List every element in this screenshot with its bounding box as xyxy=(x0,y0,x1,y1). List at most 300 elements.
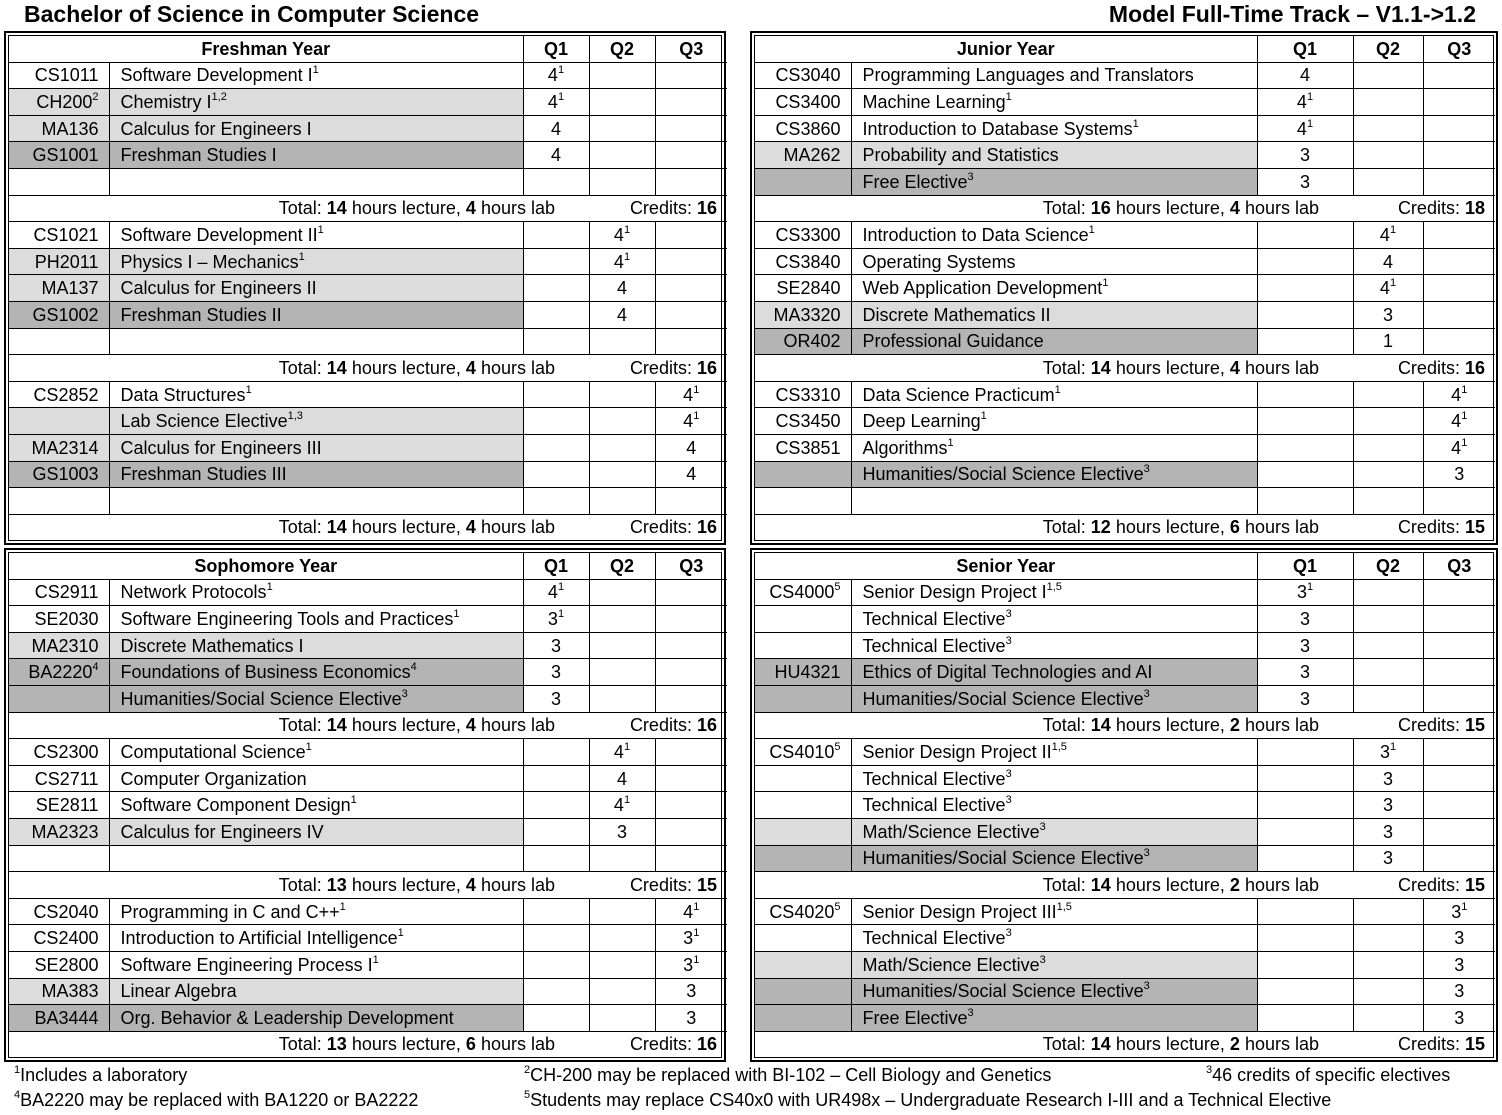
course-name-text: Math/Science Elective xyxy=(862,821,1040,842)
credits-q3 xyxy=(1423,248,1495,275)
course-name-text: Software Engineering Process I xyxy=(120,954,373,975)
course-name-text: Freshman Studies I xyxy=(120,145,277,166)
credit-value: 4 xyxy=(547,65,558,86)
sophomore-year-block xyxy=(4,548,726,1062)
credits-q2 xyxy=(1353,461,1423,488)
credits-q3 xyxy=(1423,275,1495,302)
course-name xyxy=(851,606,1257,633)
course-row xyxy=(9,222,727,249)
credits-q3 xyxy=(1423,898,1495,925)
total-label: Total: xyxy=(1042,715,1086,736)
quarter-header-q2: Q2 xyxy=(1353,553,1423,579)
course-code xyxy=(9,845,109,872)
credits-q2 xyxy=(1353,978,1423,1005)
term-total-hours xyxy=(755,712,1353,739)
course-name xyxy=(851,222,1257,249)
credits-q2 xyxy=(1353,606,1423,633)
course-row xyxy=(755,739,1495,766)
credit-value: 3 xyxy=(1300,688,1311,709)
course-name-footnote: 3 xyxy=(1005,927,1012,940)
course-name xyxy=(109,1005,523,1032)
course-code-footnote: 4 xyxy=(92,661,99,674)
lecture-hours: 14 xyxy=(326,198,347,219)
course-code xyxy=(755,925,851,952)
course-name-footnote: 1 xyxy=(453,607,460,620)
course-name-text: Programming Languages and Translators xyxy=(862,65,1194,86)
quarter-header-q2: Q2 xyxy=(589,553,655,579)
course-code xyxy=(9,328,109,355)
credits-q3 xyxy=(655,739,727,766)
credits-q1 xyxy=(523,951,589,978)
credits-q1 xyxy=(523,89,589,116)
junior-year-table xyxy=(755,36,1495,540)
lab-label: hours lab xyxy=(480,874,555,895)
course-code-text: GS1003 xyxy=(32,464,99,485)
course-name-footnote: 1 xyxy=(947,436,954,449)
course-name xyxy=(109,408,523,435)
credit-value: 4 xyxy=(1451,384,1462,405)
course-name xyxy=(109,62,523,89)
course-name-footnote: 3 xyxy=(1005,767,1012,780)
credits-q3 xyxy=(655,1005,727,1032)
credit-value: 3 xyxy=(1300,608,1311,629)
credits-q2 xyxy=(1353,898,1423,925)
course-code xyxy=(9,248,109,275)
course-code xyxy=(755,248,851,275)
course-code-text: MA137 xyxy=(41,278,99,299)
year-title: Junior Year xyxy=(755,36,1257,62)
lab-label: hours lab xyxy=(480,357,555,378)
credits-q2 xyxy=(1353,845,1423,872)
credits-q2 xyxy=(1353,168,1423,195)
course-name xyxy=(109,301,523,328)
course-code xyxy=(755,301,851,328)
credits-q3 xyxy=(655,434,727,461)
course-code-text: CS3860 xyxy=(775,118,841,139)
term-total-row xyxy=(9,712,727,739)
credits-q1 xyxy=(1257,659,1353,686)
term-total-credits xyxy=(1353,514,1495,540)
credits-total: 15 xyxy=(1464,517,1485,538)
course-name xyxy=(851,898,1257,925)
credit-value: 4 xyxy=(1382,251,1393,272)
credits-q2 xyxy=(589,898,655,925)
course-code xyxy=(9,115,109,142)
course-name-text: Discrete Mathematics I xyxy=(120,635,304,656)
term-total-credits xyxy=(589,712,727,739)
term-total-credits xyxy=(1353,1031,1495,1057)
course-row xyxy=(9,488,727,515)
credit-footnote: 1 xyxy=(1461,900,1468,913)
credits-total: 18 xyxy=(1464,198,1485,219)
course-code-text: MA2310 xyxy=(31,635,99,656)
total-label: Total: xyxy=(1042,517,1086,538)
credits-q3 xyxy=(655,62,727,89)
course-name-text: Foundations of Business Economics xyxy=(120,662,411,683)
lab-label: hours lab xyxy=(480,198,555,219)
credit-value: 3 xyxy=(1379,741,1390,762)
freshman-year-block xyxy=(4,31,726,545)
term-total-credits xyxy=(1353,355,1495,382)
credits-label: Credits: xyxy=(629,517,692,538)
credits-q2 xyxy=(1353,142,1423,169)
course-name xyxy=(109,434,523,461)
lab-hours: 2 xyxy=(1229,1034,1240,1055)
course-code-text: SE2800 xyxy=(34,954,99,975)
course-name-text: Network Protocols xyxy=(120,582,267,603)
lecture-hours: 13 xyxy=(326,874,347,895)
course-row xyxy=(755,606,1495,633)
total-label: Total: xyxy=(278,874,322,895)
course-code-footnote: 5 xyxy=(834,900,841,913)
credits-q3 xyxy=(1423,632,1495,659)
credit-value: 4 xyxy=(613,224,624,245)
credit-value: 3 xyxy=(1382,304,1393,325)
course-code-footnote: 5 xyxy=(834,581,841,594)
course-row xyxy=(755,1005,1495,1032)
credits-q1 xyxy=(523,62,589,89)
course-name xyxy=(851,579,1257,606)
course-name xyxy=(109,818,523,845)
lab-hours: 4 xyxy=(465,198,476,219)
credit-value: 3 xyxy=(1383,821,1394,842)
term-total-hours xyxy=(755,1031,1353,1057)
term-total-row xyxy=(9,355,727,382)
sophomore-year-table xyxy=(9,553,727,1057)
course-name-text: Freshman Studies II xyxy=(120,304,282,325)
course-name xyxy=(109,978,523,1005)
course-code-text: SE2840 xyxy=(776,278,841,299)
lecture-hours: 14 xyxy=(326,357,347,378)
quarter-header-q3: Q3 xyxy=(1423,553,1495,579)
credit-value: 3 xyxy=(683,928,694,949)
credits-q1 xyxy=(1257,739,1353,766)
lecture-label: hours lecture, xyxy=(1115,357,1225,378)
course-row xyxy=(9,685,727,712)
credits-q1 xyxy=(523,818,589,845)
year-title: Freshman Year xyxy=(9,36,523,62)
credits-q1 xyxy=(523,142,589,169)
track-title: Model Full-Time Track – V1.1->1.2 xyxy=(1108,1,1476,27)
credits-q3 xyxy=(1423,434,1495,461)
course-name-text: Computer Organization xyxy=(120,768,307,789)
course-name-footnote: 3 xyxy=(1143,847,1150,860)
lab-label: hours lab xyxy=(480,517,555,538)
course-name xyxy=(109,248,523,275)
course-code-text: SE2811 xyxy=(35,795,99,816)
term-total-row xyxy=(755,1031,1495,1057)
course-name xyxy=(851,168,1257,195)
credit-footnote: 1 xyxy=(623,223,631,236)
credit-footnote: 1 xyxy=(693,927,700,940)
course-code-text: CS4010 xyxy=(769,741,835,762)
course-name-footnote: 3 xyxy=(1005,794,1012,807)
credit-value: 4 xyxy=(613,795,624,816)
footnote-4: $^4$BA2220 may be replaced with BA1220 or BA2222 xyxy=(14,1089,419,1110)
credits-q1 xyxy=(1257,408,1353,435)
credit-value: 3 xyxy=(616,821,627,842)
course-name-text: Ethics of Digital Technologies and AI xyxy=(862,662,1153,683)
course-row xyxy=(755,222,1495,249)
course-code xyxy=(755,461,851,488)
course-name-footnote: 3 xyxy=(967,1006,974,1019)
course-code-text: MA136 xyxy=(41,118,99,139)
quarter-header-q1: Q1 xyxy=(523,36,589,62)
course-code xyxy=(755,62,851,89)
course-code xyxy=(9,659,109,686)
lecture-hours: 14 xyxy=(326,517,347,538)
program-title: Bachelor of Science in Computer Science xyxy=(24,1,480,27)
credits-q2 xyxy=(589,606,655,633)
credits-q3 xyxy=(1423,301,1495,328)
credit-value: 3 xyxy=(1454,928,1465,949)
credits-q3 xyxy=(655,381,727,408)
course-code xyxy=(9,579,109,606)
lab-label: hours lab xyxy=(1244,357,1319,378)
course-name xyxy=(851,381,1257,408)
credits-q2 xyxy=(589,248,655,275)
credits-q3 xyxy=(655,222,727,249)
credits-q1 xyxy=(1257,89,1353,116)
credits-q2 xyxy=(1353,248,1423,275)
course-row xyxy=(9,142,727,169)
credits-q3 xyxy=(1423,328,1495,355)
credits-q1 xyxy=(1257,1005,1353,1032)
credits-q2 xyxy=(1353,222,1423,249)
credits-q1 xyxy=(523,328,589,355)
credit-value: 3 xyxy=(550,662,561,683)
term-total-credits xyxy=(1353,872,1495,899)
credit-value: 4 xyxy=(683,901,694,922)
course-row xyxy=(755,301,1495,328)
credits-q3 xyxy=(655,951,727,978)
course-code-text: MA262 xyxy=(783,145,841,166)
course-name-text: Senior Design Project I xyxy=(862,582,1047,603)
course-row xyxy=(9,115,727,142)
credit-value: 4 xyxy=(547,91,558,112)
course-name-footnote: 1 xyxy=(339,900,346,913)
course-row xyxy=(755,461,1495,488)
course-row xyxy=(755,434,1495,461)
lecture-label: hours lecture, xyxy=(1115,874,1225,895)
credits-q2 xyxy=(589,381,655,408)
lab-hours: 4 xyxy=(465,517,476,538)
credits-total: 15 xyxy=(696,874,717,895)
credits-q3 xyxy=(1423,818,1495,845)
course-name xyxy=(851,818,1257,845)
course-name xyxy=(851,248,1257,275)
course-row xyxy=(755,659,1495,686)
total-label: Total: xyxy=(1042,198,1086,219)
course-code-text: CS3310 xyxy=(775,384,841,405)
credit-footnote: 1 xyxy=(693,383,700,396)
credits-q1 xyxy=(523,739,589,766)
credits-q1 xyxy=(523,168,589,195)
term-total-row xyxy=(755,195,1495,222)
course-name-text: Introduction to Database Systems xyxy=(862,118,1133,139)
term-total-credits xyxy=(1353,195,1495,222)
course-row xyxy=(9,898,727,925)
course-code xyxy=(755,275,851,302)
course-name-text: Programming in C and C++ xyxy=(120,901,340,922)
credit-value: 3 xyxy=(1451,901,1462,922)
credit-value: 4 xyxy=(686,437,697,458)
course-name-text: Technical Elective xyxy=(862,608,1006,629)
credit-footnote: 1 xyxy=(1389,740,1397,753)
course-name xyxy=(851,632,1257,659)
course-name xyxy=(851,142,1257,169)
credits-q3 xyxy=(655,765,727,792)
credits-q2 xyxy=(589,685,655,712)
credit-value: 4 xyxy=(550,118,561,139)
quarter-header-q3: Q3 xyxy=(655,36,727,62)
term-total-hours xyxy=(9,195,589,222)
course-name-footnote: 3 xyxy=(1005,607,1012,620)
course-name-footnote: 1 xyxy=(372,953,379,966)
credits-q2 xyxy=(589,461,655,488)
course-name-footnote: 3 xyxy=(1005,634,1012,647)
course-name-footnote: 1 xyxy=(317,223,324,236)
credits-q1 xyxy=(523,248,589,275)
course-row xyxy=(755,381,1495,408)
course-code xyxy=(755,488,851,515)
course-name xyxy=(109,685,523,712)
credits-q3 xyxy=(1423,606,1495,633)
credit-value: 3 xyxy=(683,954,694,975)
credits-q3 xyxy=(1423,1005,1495,1032)
course-name xyxy=(851,488,1257,515)
credits-q1 xyxy=(1257,301,1353,328)
course-code xyxy=(9,62,109,89)
credits-q1 xyxy=(523,978,589,1005)
credits-q3 xyxy=(1423,222,1495,249)
course-name xyxy=(109,222,523,249)
course-row xyxy=(755,765,1495,792)
credit-value: 4 xyxy=(1379,224,1390,245)
credits-q3 xyxy=(655,115,727,142)
lecture-label: hours lecture, xyxy=(351,357,461,378)
credits-q2 xyxy=(589,579,655,606)
course-row xyxy=(9,89,727,116)
course-name-text: Free Elective xyxy=(862,171,968,192)
course-code-text: BA2220 xyxy=(28,662,93,683)
credits-q2 xyxy=(1353,62,1423,89)
credits-q1 xyxy=(1257,461,1353,488)
credits-q2 xyxy=(1353,381,1423,408)
course-name xyxy=(851,792,1257,819)
course-name xyxy=(109,275,523,302)
credits-q3 xyxy=(1423,845,1495,872)
credits-label: Credits: xyxy=(1397,357,1460,378)
course-name-footnote: 1 xyxy=(1054,383,1061,396)
course-code xyxy=(9,978,109,1005)
course-code-text: GS1002 xyxy=(32,304,99,325)
credit-value: 3 xyxy=(1299,171,1310,192)
credit-value: 4 xyxy=(1451,437,1462,458)
course-row xyxy=(9,606,727,633)
course-code-text: CS2300 xyxy=(33,741,99,762)
footnote-3: $^3$46 credits of specific electives xyxy=(1206,1064,1451,1085)
lecture-hours: 12 xyxy=(1090,517,1111,538)
course-row xyxy=(755,792,1495,819)
lecture-hours: 14 xyxy=(1090,874,1111,895)
credits-q3 xyxy=(1423,792,1495,819)
credit-footnote: 1 xyxy=(557,581,565,594)
term-total-row xyxy=(755,712,1495,739)
credits-q3 xyxy=(655,275,727,302)
course-name xyxy=(109,115,523,142)
term-total-hours xyxy=(9,1031,589,1057)
course-code xyxy=(9,951,109,978)
course-code xyxy=(9,381,109,408)
course-code-text: CH200 xyxy=(36,91,93,112)
total-label: Total: xyxy=(278,517,322,538)
course-code xyxy=(9,1005,109,1032)
credit-footnote: 1 xyxy=(557,90,565,103)
lab-hours: 4 xyxy=(465,715,476,736)
total-label: Total: xyxy=(278,1034,322,1055)
course-name-text: Humanities/Social Science Elective xyxy=(120,688,402,709)
credits-q1 xyxy=(1257,685,1353,712)
credits-total: 15 xyxy=(1464,874,1486,895)
course-row xyxy=(9,301,727,328)
lab-label: hours lab xyxy=(1244,1034,1320,1055)
credits-q1 xyxy=(1257,606,1353,633)
course-name xyxy=(109,845,523,872)
course-name-footnote: 1 xyxy=(397,927,404,940)
course-row xyxy=(755,925,1495,952)
course-name-footnote: 3 xyxy=(1039,820,1046,833)
credits-q1 xyxy=(523,925,589,952)
course-name xyxy=(109,632,523,659)
year-header-row xyxy=(755,553,1495,579)
credit-footnote: 1 xyxy=(557,607,565,620)
course-row xyxy=(755,328,1495,355)
course-code-text: CS2852 xyxy=(33,384,99,405)
credits-q1 xyxy=(523,606,589,633)
course-code xyxy=(9,222,109,249)
credits-q2 xyxy=(589,765,655,792)
course-code-text: CS4020 xyxy=(769,901,835,922)
credits-label: Credits: xyxy=(1397,198,1460,219)
course-code xyxy=(9,818,109,845)
credits-q2 xyxy=(1353,632,1423,659)
course-name xyxy=(851,461,1257,488)
junior-year-block xyxy=(750,31,1498,545)
credits-q1 xyxy=(1257,142,1353,169)
course-row xyxy=(755,978,1495,1005)
course-name-footnote: 1 xyxy=(1005,90,1012,103)
course-name xyxy=(851,659,1257,686)
course-name xyxy=(109,765,523,792)
course-name-text: Technical Elective xyxy=(862,768,1006,789)
course-name xyxy=(851,62,1257,89)
credit-footnote: 1 xyxy=(623,250,631,263)
credits-label: Credits: xyxy=(1397,874,1460,895)
credits-q1 xyxy=(1257,168,1353,195)
course-code xyxy=(9,434,109,461)
credits-q2 xyxy=(589,488,655,515)
course-code xyxy=(9,925,109,952)
credits-q3 xyxy=(655,818,727,845)
credits-q1 xyxy=(523,845,589,872)
course-row xyxy=(755,62,1495,89)
course-row xyxy=(9,739,727,766)
course-name xyxy=(851,275,1257,302)
credit-footnote: 1 xyxy=(1389,277,1397,290)
course-code-text: BA3444 xyxy=(34,1007,99,1028)
credits-q1 xyxy=(523,275,589,302)
